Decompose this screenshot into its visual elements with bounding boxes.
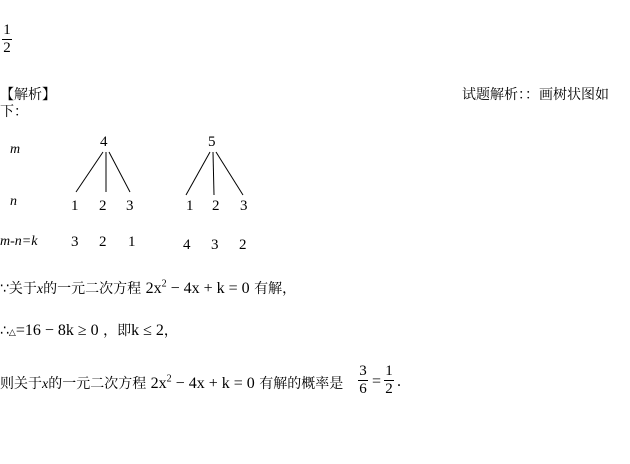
analysis-text: 试题解析：：画树状图如 xyxy=(462,87,609,103)
branch-right-2 xyxy=(213,152,214,195)
tree-right-child-2: 2 xyxy=(212,198,220,214)
sentence-end: . xyxy=(397,373,401,390)
tree-left-child-3: 3 xyxy=(126,198,134,214)
analysis-text-continued: 下： xyxy=(0,104,28,120)
tree-right-child-3: 3 xyxy=(240,198,248,214)
row-label-n: n xyxy=(10,194,17,209)
equation-3: $2x^2 - 4x + k = 0$ xyxy=(150,373,255,392)
tree-right-child-1: 1 xyxy=(186,198,194,214)
tree-left-root: 4 xyxy=(100,134,108,150)
branch-right-1 xyxy=(186,152,210,195)
branch-left-1 xyxy=(76,152,103,192)
equals-sign: = xyxy=(372,373,382,390)
tree-right-k-2: 3 xyxy=(211,237,219,253)
tree-right-root: 5 xyxy=(208,134,216,150)
tree-left-k-1: 3 xyxy=(71,234,79,250)
solution-line-2: ∴△=16 − 8k ≥ 0 ，即k ≤ 2， xyxy=(0,322,178,339)
analysis-label: 【解析】 xyxy=(0,87,56,103)
solution-line-3: 则关于x的一元二次方程 $2x^2 - 4x + k = 0$ 有解的概率是 xyxy=(0,373,344,392)
answer-denominator: 2 xyxy=(3,40,11,56)
probability-fraction-1: 3 6 xyxy=(359,363,367,397)
row-label-m: m xyxy=(10,142,21,157)
solution-line-1: ∵关于x的一元二次方程 $2x^2 - 4x + k = 0$ 有解， xyxy=(0,278,297,297)
row-label-diff: m-n=k xyxy=(0,234,38,249)
tree-right-k-3: 2 xyxy=(239,237,247,253)
probability-fraction-2: 1 2 xyxy=(385,363,393,397)
branch-right-3 xyxy=(216,152,243,195)
tree-left-child-2: 2 xyxy=(99,198,107,214)
tree-left-child-1: 1 xyxy=(71,198,79,214)
answer-numerator: 1 xyxy=(3,22,11,38)
tree-left-k-2: 2 xyxy=(99,234,107,250)
branch-left-3 xyxy=(109,152,130,192)
equation-1: $2x^2 - 4x + k = 0$ xyxy=(145,278,250,297)
tree-left-k-3: 1 xyxy=(128,234,136,250)
tree-right-k-1: 4 xyxy=(183,237,191,253)
